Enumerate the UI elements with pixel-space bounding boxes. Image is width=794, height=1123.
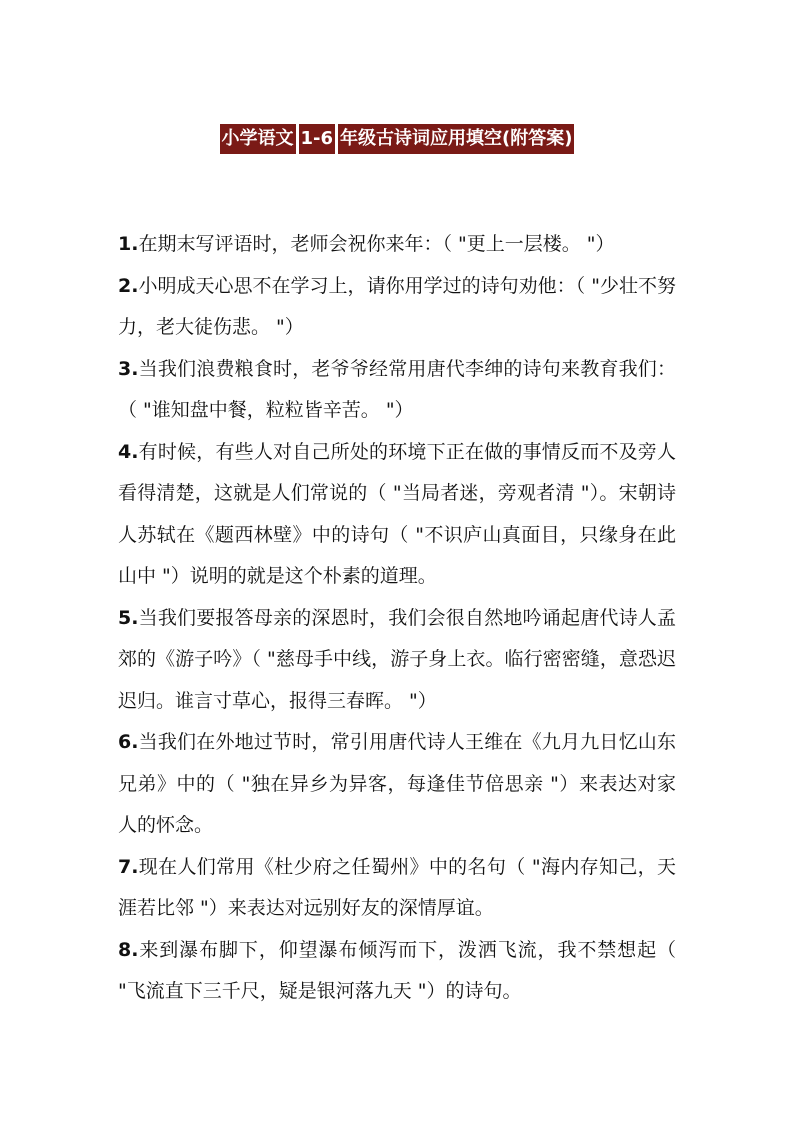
question-text: 来到瀑布脚下，仰望瀑布倾泻而下，泼洒飞流，我不禁想起（ "飞流直下三千尺，疑是银河落九天 "）的诗句。 [118,938,676,1002]
question-text: 当我们要报答母亲的深恩时，我们会很自然地吟诵起唐代诗人孟郊的《游子吟》（ "慈母手中线，游子身上衣。临行密密缝，意恐迟迟归。谁言寸草心，报得三春晖。 "） [118,606,676,712]
question-number: 4. [118,440,139,463]
question-number: 6. [118,731,139,753]
question-1 [118,224,676,266]
question-3 [118,349,676,432]
title-text [220,124,575,154]
question-5 [118,598,676,723]
question-number: 5. [118,606,139,629]
question-number: 8. [118,938,139,961]
question-text: 现在人们常用《杜少府之任蜀州》中的名句（ "海内存知己，天涯若比邻 "）来表达对远别好友的深情厚谊。 [118,855,676,919]
question-2 [118,266,676,349]
title-part-1: 小学语文 [220,124,296,154]
question-text: 小明成天心思不在学习上，请你用学过的诗句劝他：（ "少壮不努力，老大徒伤悲。 "） [118,274,676,338]
document-title [0,124,794,154]
question-text: 在期末写评语时，老师会祝你来年：（ "更上一层楼。 "） [138,233,615,255]
question-text: 当我们浪费粮食时，老爷爷经常用唐代李绅的诗句来教育我们：（ "谁知盘中餐，粒粒皆辛苦。 "） [118,357,676,421]
question-6 [118,722,676,847]
question-number: 7. [118,855,139,878]
question-number: 1. [118,233,139,255]
question-list [118,224,676,1013]
question-7 [118,847,676,930]
question-number: 3. [118,357,139,380]
title-part-2: 1-6 [299,124,336,154]
question-text: 当我们在外地过节时，常引用唐代诗人王维在《九月九日忆山东兄弟》中的（ "独在异乡为异客，每逢佳节倍思亲 "）来表达对家人的怀念。 [118,731,676,836]
title-part-3: 年级古诗词应用填空(附答案) [338,124,574,154]
question-8 [118,930,676,1013]
question-text: 有时候，有些人对自己所处的环境下正在做的事情反而不及旁人看得清楚，这就是人们常说的（ "当局者迷，旁观者清 "）。宋朝诗人苏轼在《题西林壁》中的诗句（ "不识庐山真面目，只缘身在此山中 "）说明的就是这个朴素的道理。 [118,440,676,587]
question-number: 2. [118,274,139,297]
question-4 [118,432,676,598]
